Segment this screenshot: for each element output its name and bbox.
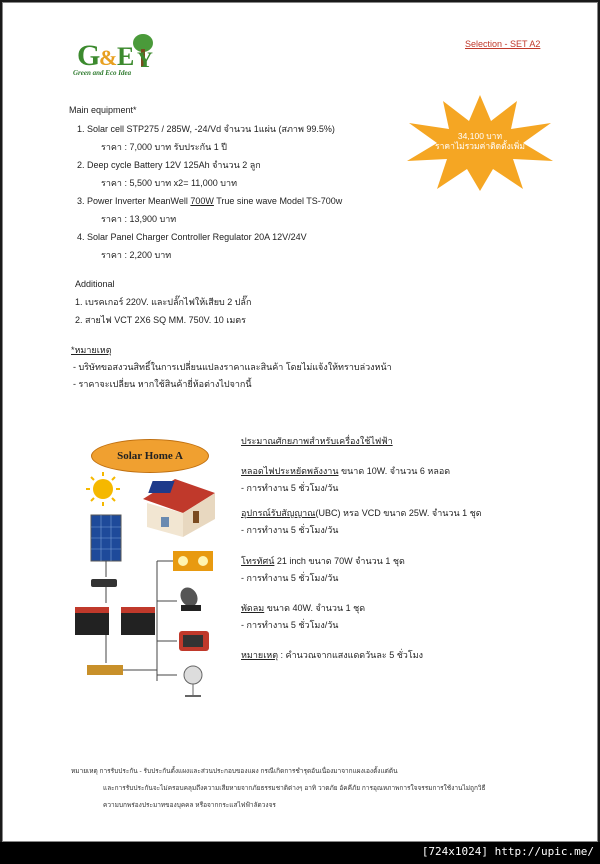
svg-text:G: G — [77, 39, 101, 72]
capacity-4-usage: - การทำงาน 5 ชั่วโมง/วัน — [241, 620, 339, 630]
capacity-note: หมายเหตุ : คำนวณจากแสงแดดวันละ 5 ชั่วโมง — [241, 650, 424, 660]
svg-text:E: E — [117, 42, 135, 71]
svg-text:Y: Y — [137, 47, 153, 72]
additional-item-2: 2. สายไฟ VCT 2X6 SQ MM. 750V. 10 เมตร — [75, 315, 246, 325]
capacity-2: อุปกรณ์รับสัญญาณ(UBC) หรอ VCD ขนาด 25W. จำนวน 1 ชุด — [241, 508, 482, 518]
capacity-3-usage: - การทำงาน 5 ชั่วโมง/วัน — [241, 573, 339, 583]
footer-note-line-1: หมายเหตุ การรับประกัน - รับประกันตั้งแผงและส่วนประกอบของแผง กรณีเกิดการชำรุดอันเนื่องมาจากแผงเองตั้งแต่ต้น — [71, 768, 398, 775]
item-4-price: ราคา : 2,200 บาท — [101, 250, 172, 260]
logo-tagline: Green and Eco Idea — [73, 69, 132, 77]
solar-system-diagram — [65, 469, 235, 699]
selection-label[interactable]: Selection - SET A2 — [465, 39, 541, 49]
burst-price: 34,100 บาท — [457, 131, 503, 141]
burst-price-text — [405, 131, 555, 151]
main-equipment-title: Main equipment* — [69, 105, 137, 115]
lamps-icon — [173, 551, 213, 571]
footer-note-line-2: และการรับประกันจะไม่ครอบคลุมถึงความเสียหายจากภัยธรรมชาติต่างๆ อาทิ วาตภัย อัคคีภัย การอุณหภาพการใจจรรมการใช้งานไม่ถูกวิธี — [103, 785, 486, 792]
watermark-link[interactable]: [724x1024] http://upic.me/ — [421, 845, 594, 858]
capacity-2-usage: - การทำงาน 5 ชั่วโมง/วัน — [241, 525, 339, 535]
capacity-1-usage: - การทำงาน 5 ชั่วโมง/วัน — [241, 483, 339, 493]
tv-icon — [179, 631, 209, 651]
charge-controller-icon — [91, 579, 117, 587]
house-icon — [143, 479, 215, 537]
item-3-price: ราคา : 13,900 บาท — [101, 214, 177, 224]
notes-title: *หมายเหตุ — [71, 345, 112, 355]
note-1: - บริษัทขอสงวนสิทธิ์ในการเปลี่ยนแปลงราคาและสินค้า โดยไม่แจ้งให้ทราบล่วงหน้า — [73, 362, 392, 372]
capacity-3: โทรทัศน์ 21 inch ขนาด 70W จำนวน 1 ชุด — [241, 556, 405, 566]
satellite-dish-icon — [177, 584, 201, 611]
capacity-4: พัดลม ขนาด 40W. จำนวน 1 ชุด — [241, 603, 366, 613]
fan-icon — [184, 666, 202, 696]
note-2: - ราคาจะเปลี่ยน หากใช้สินค้ายี่ห้อต่างไปจากนี้ — [73, 379, 252, 389]
inverter-icon — [87, 665, 123, 675]
item-1-name: 1. Solar cell STP275 / 285W, -24/Vd จำนวน 1แผ่น (สภาพ 99.5%) — [77, 124, 335, 134]
capacity-title: ประมาณศักยภาพสำหรับเครื่องใช้ไฟฟ้า — [241, 436, 393, 446]
additional-title: Additional — [75, 279, 115, 289]
capacity-1: หลอดไฟประหยัดพลังงาน ขนาด 10W. จำนวน 6 หลอด — [241, 466, 451, 476]
svg-text:&: & — [99, 45, 118, 70]
item-2-price: ราคา : 5,500 บาท x2= 11,000 บาท — [101, 178, 238, 188]
item-3-name: 3. Power Inverter MeanWell 700W True sine wave Model TS-700w — [77, 196, 343, 206]
sun-icon — [86, 472, 120, 506]
burst-note: ราคาไม่รวมค่าติดตั้งเพิ่ม — [435, 141, 525, 152]
footer-note-line-3: ความบกพร่องประมาทของบุคคล หรือจากกระแสไฟฟ้าลัดวงจร — [103, 802, 276, 809]
additional-item-1: 1. เบรคเกอร์ 220V. และปลั๊กไฟให้เสียบ 2 ปลั๊ก — [75, 297, 252, 307]
solar-home-badge: Solar Home A — [91, 439, 209, 473]
solar-panel-icon — [91, 515, 121, 561]
item-2-name: 2. Deep cycle Battery 12V 125Ah จำนวน 2 ลูก — [77, 160, 261, 170]
document-page — [2, 2, 598, 842]
item-4-name: 4. Solar Panel Charger Controller Regulator 20A 12V/24V — [77, 232, 307, 242]
item-1-price: ราคา : 7,000 บาท รับประกัน 1 ปี — [101, 142, 227, 152]
battery-icon — [75, 607, 155, 635]
